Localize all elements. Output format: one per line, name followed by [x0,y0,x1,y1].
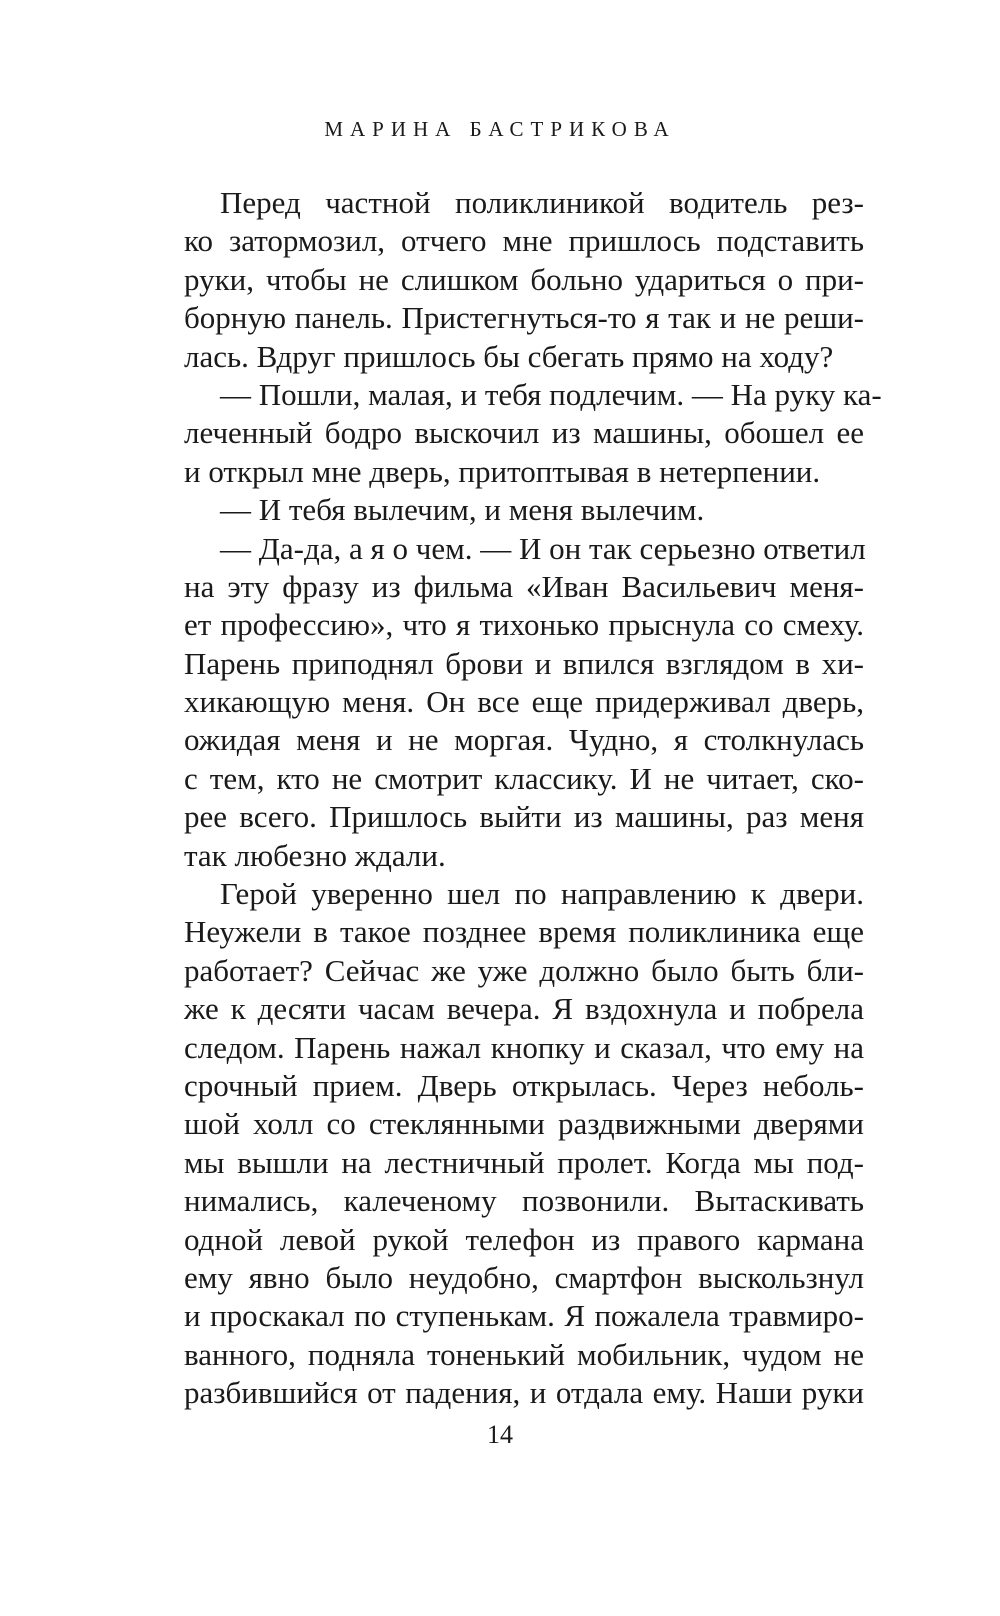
text-line: леченный бодро выскочил из машины, обошел ее [184,415,864,451]
text-line: нимались, калеченому позвонили. Вытаскивать [184,1183,864,1219]
text-line: лась. Вдруг пришлось бы сбегать прямо на ходу? [184,338,834,374]
text-line: рее всего. Пришлось выйти из машины, раз меня [184,799,864,835]
text-line: хикающую меня. Он все еще придерживал дверь, [184,684,864,720]
text-line: же к десяти часам вечера. Я вздохнула и побрела [184,991,864,1027]
text-line: на эту фразу из фильма «Иван Васильевич меня- [184,568,864,604]
text-line: работает? Сейчас же уже должно было быть бли- [184,952,864,988]
text-line: — Пошли, малая, и тебя подлечим. — На руку ка- [220,376,882,412]
text-line: ожидая меня и не моргая. Чудно, я столкнулась [184,722,864,758]
body-text [184,184,882,1413]
text-line: разбившийся от падения, и отдала ему. Наши руки [184,1375,864,1411]
text-line: шой холл со стеклянными раздвижными дверями [184,1106,864,1142]
text-line: борную панель. Пристегнуться-то я так и не реши- [184,300,864,336]
text-line: ему явно было неудобно, смартфон выскользнул [184,1259,864,1295]
text-line: — Да-да, а я о чем. — И он так серьезно ответил [220,530,866,566]
text-line: ванного, подняла тоненький мобильник, чудом не [184,1336,864,1372]
text-line: и открыл мне дверь, притоптывая в нетерпении. [184,453,821,489]
text-line: Герой уверенно шел по направлению к двери. [220,876,864,912]
text-line: Парень приподнял брови и впился взглядом в хи- [184,645,864,681]
text-line: Неужели в такое позднее время поликлиника еще [184,914,864,950]
text-line: следом. Парень нажал кнопку и сказал, что ему на [184,1029,864,1065]
text-line: одной левой рукой телефон из правого кармана [184,1221,864,1257]
text-line: ет профессию», что я тихонько прыснула со смеху. [184,607,864,643]
text-line: и проскакал по ступенькам. Я пожалела травмиро- [184,1298,864,1334]
text-line: Перед частной поликлиникой водитель рез- [220,185,864,220]
text-line: мы вышли на лестничный пролет. Когда мы под- [184,1144,864,1180]
text-line: так любезно ждали. [184,837,446,873]
text-line: срочный прием. Дверь открылась. Через неболь- [184,1067,864,1103]
text-line: руки, чтобы не слишком больно удариться о при- [184,261,864,297]
text-line: — И тебя вылечим, и меня вылечим. [220,492,705,528]
text-line: ко затормозил, отчего мне пришлось подставить [184,223,864,259]
text-line: с тем, кто не смотрит классику. И не читает, ско- [184,760,864,796]
page-number: 14 [487,1420,513,1449]
running-head-author: МАРИНА БАСТРИКОВА [324,117,676,141]
